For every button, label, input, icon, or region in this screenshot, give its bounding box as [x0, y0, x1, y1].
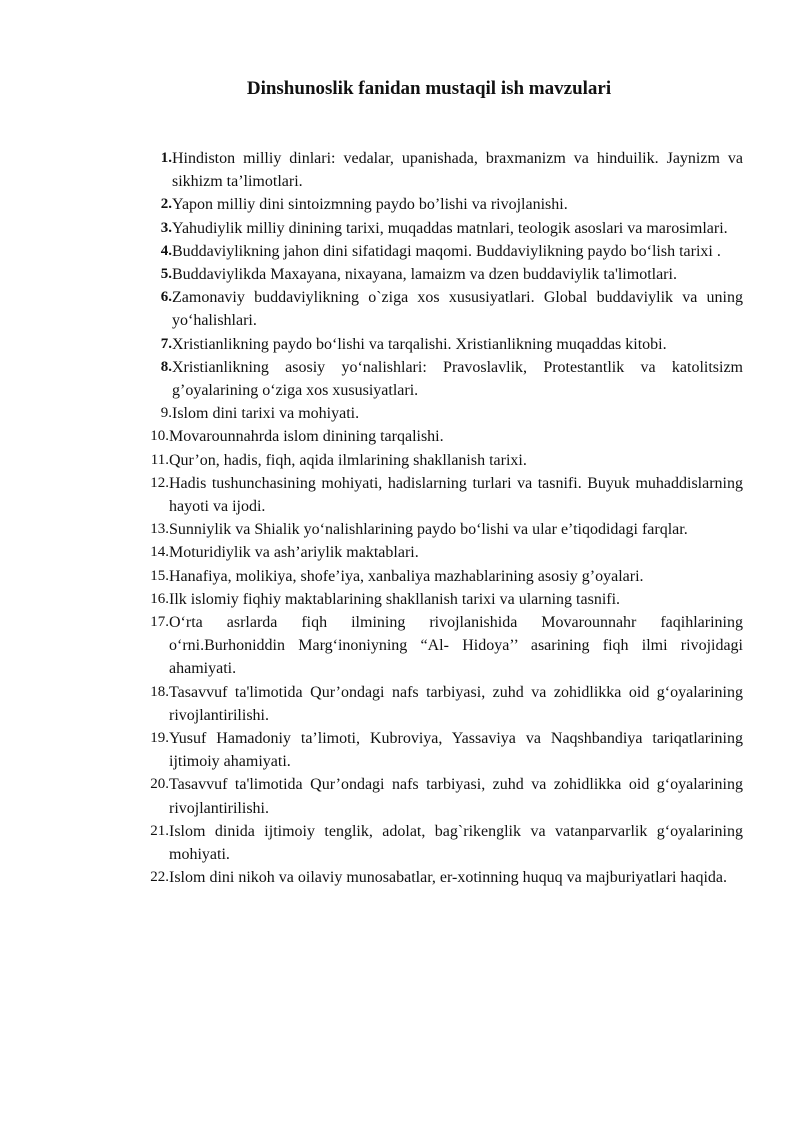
list-item-text: Movarounnahrda islom dinining tarqalishi.	[169, 428, 444, 446]
list-item-text: Buddaviylikning jahon dini sifatidagi maqomi. Buddaviylikning paydo bo‘lish tarixi .	[172, 242, 721, 260]
list-item-number: 4.	[160, 242, 172, 259]
list-item-text: Hadis tushunchasining mohiyati, hadislarning turlari va tasnifi. Buyuk muhaddislarning hayoti va ijodi.	[169, 474, 743, 516]
list-item-number-cell	[132, 356, 172, 379]
list-item-number-cell	[132, 425, 169, 448]
list-item-text: Yusuf Hamadoniy ta’limoti, Kubroviya, Yassaviya va Naqshbandiya tariqatlarining ijtimoiy ahamiyati.	[169, 730, 743, 771]
list-item-number-cell	[132, 820, 169, 843]
list-item-number-cell	[132, 217, 172, 240]
list-item-text: Sunniylik va Shialik yo‘nalishlarining paydo bo‘lishi va ular e’tiqodidagi farqlar.	[169, 521, 688, 539]
list-item-text: Xristianlikning asosiy yo‘nalishlari: Pravoslavlik, Protestantlik va katolitsizm g’oyalarining o‘ziga xos xususiyatlari.	[172, 358, 743, 400]
list-item-number: 6.	[160, 289, 172, 306]
list-item-number: 8.	[160, 358, 172, 375]
list-item-number-cell	[132, 588, 169, 611]
list-item-number: 7.	[160, 335, 172, 352]
list-item-text: Yahudiylik milliy dinining tarixi, muqaddas matnlari, teologik asoslari va marosimlari.	[172, 219, 728, 237]
list-item-text: Zamonaviy buddaviylikning o`ziga xos xususiyatlari. Global buddaviylik va uning yo‘halishlari.	[172, 289, 743, 330]
list-item-number: 5.	[160, 266, 172, 283]
list-item-number: 11.	[150, 451, 169, 468]
list-item	[132, 356, 743, 402]
list-item	[132, 449, 743, 472]
list-item-text: Moturidiylik va ash’ariylik maktablari.	[169, 544, 419, 562]
list-item	[132, 217, 743, 240]
list-item-number: 17.	[150, 614, 169, 631]
list-item	[132, 425, 743, 448]
list-item-number: 12.	[150, 474, 169, 491]
list-item-number: 3.	[160, 219, 172, 236]
list-item-text: Tasavvuf ta'limotida Qur’ondagi nafs tarbiyasi, zuhd va zohidlikka oid g‘oyalarining rivojlantirilishi.	[169, 776, 743, 817]
list-item	[132, 286, 743, 332]
list-item-number: 14.	[150, 544, 169, 561]
list-item-number-cell	[132, 333, 172, 356]
list-item	[132, 518, 743, 541]
list-item-text: Hanafiya, molikiya, shofe’iya, xanbaliya mazhablarining asosiy g’oyalari.	[169, 567, 644, 585]
list-item-number: 15.	[150, 567, 169, 584]
list-item-number: 2.	[160, 196, 172, 213]
list-item-text: Buddaviylikda Maxayana, nixayana, lamaizm va dzen buddaviylik ta'limotlari.	[172, 266, 677, 284]
list-item-number-cell	[132, 681, 169, 704]
list-item-number-cell	[132, 147, 172, 170]
list-item-number-cell	[132, 263, 172, 286]
list-item-text: Islom dinida ijtimoiy tenglik, adolat, bag`rikenglik va vatanparvarlik g‘oyalarining mohiyati.	[169, 822, 743, 864]
list-item	[132, 866, 743, 889]
list-item-number-cell	[132, 240, 172, 263]
list-item	[132, 541, 743, 564]
topic-list	[132, 147, 743, 890]
list-item-number: 20.	[150, 776, 169, 793]
list-item-text: Islom dini tarixi va mohiyati.	[172, 405, 360, 423]
list-item	[132, 147, 743, 193]
list-item-text: Ilk islomiy fiqhiy maktablarining shakllanish tarixi va ularning tasnifi.	[169, 590, 621, 608]
list-item-text: Tasavvuf ta'limotida Qur’ondagi nafs tarbiyasi, zuhd va zohidlikka oid g‘oyalarining rivojlantirilishi.	[169, 683, 743, 724]
list-item-text: Islom dini nikoh va oilaviy munosabatlar, er-xotinning huquq va majburiyatlari haqida.	[169, 869, 728, 887]
list-item-number-cell	[132, 541, 169, 564]
list-item-number-cell	[132, 866, 169, 889]
list-item-text: Qur’on, hadis, fiqh, aqida ilmlarining shakllanish tarixi.	[169, 451, 527, 469]
list-item-number-cell	[132, 611, 169, 634]
list-item-number: 10.	[150, 428, 169, 445]
list-item-number: 22.	[150, 869, 169, 886]
list-item	[132, 240, 743, 263]
list-item	[132, 333, 743, 356]
list-item-number: 18.	[150, 683, 169, 700]
list-item	[132, 588, 743, 611]
list-item-number: 16.	[150, 590, 169, 607]
list-item-number-cell	[132, 518, 169, 541]
list-item-number-cell	[132, 773, 169, 796]
list-item	[132, 402, 743, 425]
list-item	[132, 193, 743, 216]
list-item-number-cell	[132, 472, 169, 495]
list-item-number-cell	[132, 727, 169, 750]
list-item	[132, 727, 743, 773]
list-item-text: Yapon milliy dini sintoizmning paydo bo’lishi va rivojlanishi.	[172, 196, 568, 214]
list-item	[132, 472, 743, 518]
list-item	[132, 565, 743, 588]
list-item-number-cell	[132, 193, 172, 216]
list-item-text: O‘rta asrlarda fiqh ilmining rivojlanishida Movarounnahr faqihlarining o‘rni.Burhoniddin Marg‘inoniyning “Al- Hidoya’’ asarining fiqh ilmi rivojidagi ahamiyati.	[169, 614, 743, 678]
list-item-number-cell	[132, 286, 172, 309]
list-item	[132, 263, 743, 286]
list-item	[132, 611, 743, 681]
page-title: Dinshunoslik fanidan mustaqil ish mavzulari	[246, 78, 612, 99]
list-item-number: 9.	[160, 405, 172, 422]
list-item-text: Hindiston milliy dinlari: vedalar, upanishada, braxmanizm va hinduilik. Jaynizm va sikhizm ta’limotlari.	[172, 150, 743, 191]
list-item-text: Xristianlikning paydo bo‘lishi va tarqalishi. Xristianlikning muqaddas kitobi.	[172, 335, 667, 353]
list-item-number: 1.	[160, 150, 172, 166]
list-item-number: 13.	[150, 521, 169, 538]
list-item-number-cell	[132, 449, 169, 472]
list-item-number: 19.	[150, 730, 169, 747]
list-item-number-cell	[132, 402, 172, 425]
list-item-number: 21.	[150, 822, 169, 839]
list-item	[132, 820, 743, 866]
list-item	[132, 681, 743, 727]
list-item-number-cell	[132, 565, 169, 588]
list-item	[132, 773, 743, 819]
